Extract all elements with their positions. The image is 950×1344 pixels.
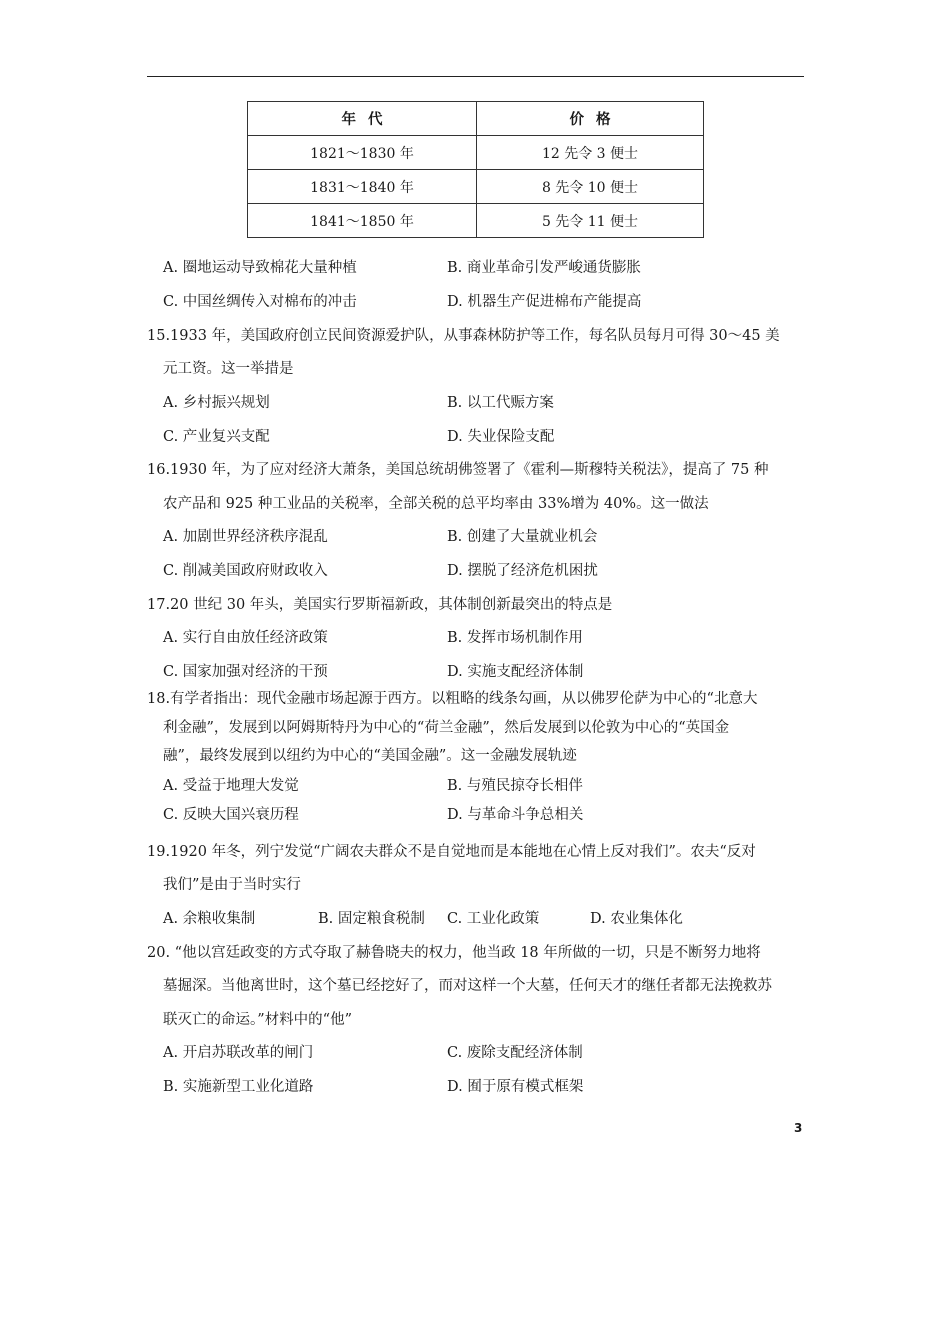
price-table xyxy=(247,101,704,238)
table-row xyxy=(248,204,704,238)
q15-stem-line2: 元工资。这一举措是 xyxy=(163,361,294,377)
q19-option-c: C. 工业化政策 xyxy=(447,911,540,927)
q16-option-b: B. 创建了大量就业机会 xyxy=(447,529,598,545)
table-cell: 5 先令 11 便士 xyxy=(477,204,704,238)
page-number: 3 xyxy=(794,1121,803,1135)
q14-option-c: C. 中国丝绸传入对棉布的冲击 xyxy=(163,294,357,310)
q20-stem-line3: 联灭亡的命运。”材料中的“他” xyxy=(163,1012,352,1028)
table-cell: 1821～1830 年 xyxy=(248,136,477,170)
q20-option-b: B. 实施新型工业化道路 xyxy=(163,1079,314,1095)
q19-option-d: D. 农业集体化 xyxy=(590,911,683,927)
table-header-row xyxy=(248,102,704,136)
table-cell: 1831～1840 年 xyxy=(248,170,477,204)
table-cell: 12 先令 3 便士 xyxy=(477,136,704,170)
table-header-cell: 年代 xyxy=(248,102,477,136)
q18-option-d: D. 与革命斗争总相关 xyxy=(447,807,584,823)
q16-option-a: A. 加剧世界经济秩序混乱 xyxy=(163,529,328,545)
table-header-cell: 价格 xyxy=(477,102,704,136)
q20-stem-line1: 20. “他以宫廷政变的方式夺取了赫鲁晓夫的权力，他当政 18 年所做的一切，只是不断努力地将 xyxy=(147,945,761,961)
q18-stem-line1: 18.有学者指出：现代金融市场起源于西方。以粗略的线条勾画，从以佛罗伦萨为中心的“北意大 xyxy=(147,691,758,707)
q15-option-c: C. 产业复兴支配 xyxy=(163,429,270,445)
q17-option-c: C. 国家加强对经济的干预 xyxy=(163,664,328,680)
q18-stem-line2: 利金融”，发展到以阿姆斯特丹为中心的“荷兰金融”，然后发展到以伦敦为中心的“英国金 xyxy=(163,720,730,736)
table-cell: 8 先令 10 便士 xyxy=(477,170,704,204)
q19-stem-line1: 19.1920 年冬，列宁发觉“广阔农夫群众不是自觉地而是本能地在心情上反对我们”。农夫“反对 xyxy=(147,844,756,860)
q20-option-d: D. 囿于原有模式框架 xyxy=(447,1079,584,1095)
table-row xyxy=(248,136,704,170)
q17-option-a: A. 实行自由放任经济政策 xyxy=(163,630,328,646)
q18-option-c: C. 反映大国兴衰历程 xyxy=(163,807,299,823)
q20-option-a: A. 开启苏联改革的闸门 xyxy=(163,1045,314,1061)
q16-option-d: D. 摆脱了经济危机困扰 xyxy=(447,563,598,579)
q15-option-d: D. 失业保险支配 xyxy=(447,429,555,445)
q17-option-b: B. 发挥市场机制作用 xyxy=(447,630,583,646)
q20-stem-line2: 墓掘深。当他离世时，这个墓已经挖好了，而对这样一个大墓，任何天才的继任者都无法挽救苏 xyxy=(163,978,772,994)
q15-option-a: A. 乡村振兴规划 xyxy=(163,395,270,411)
q16-option-c: C. 削减美国政府财政收入 xyxy=(163,563,328,579)
q14-option-d: D. 机器生产促进棉布产能提高 xyxy=(447,294,642,310)
q16-stem-line2: 农产品和 925 种工业品的关税率，全部关税的总平均率由 33%增为 40%。这一做法 xyxy=(163,496,709,512)
q18-option-a: A. 受益于地理大发觉 xyxy=(163,778,299,794)
q14-option-b: B. 商业革命引发严峻通货膨胀 xyxy=(447,260,641,276)
q19-option-a: A. 余粮收集制 xyxy=(163,911,256,927)
header-rule xyxy=(147,76,804,77)
q17-stem-line1: 17.20 世纪 30 年头，美国实行罗斯福新政，其体制创新最突出的特点是 xyxy=(147,597,613,613)
q18-option-b: B. 与殖民掠夺长相伴 xyxy=(447,778,583,794)
table-row xyxy=(248,170,704,204)
table-cell: 1841～1850 年 xyxy=(248,204,477,238)
q17-option-d: D. 实施支配经济体制 xyxy=(447,664,584,680)
q14-option-a: A. 圈地运动导致棉花大量种植 xyxy=(163,260,357,276)
q18-stem-line3: 融”，最终发展到以纽约为中心的“美国金融”。这一金融发展轨迹 xyxy=(163,748,577,764)
q15-option-b: B. 以工代赈方案 xyxy=(447,395,554,411)
q15-stem-line1: 15.1933 年，美国政府创立民间资源爱护队，从事森林防护等工作，每名队员每月可得 30～45 美 xyxy=(147,328,780,344)
q20-option-c: C. 废除支配经济体制 xyxy=(447,1045,583,1061)
q19-stem-line2: 我们”是由于当时实行 xyxy=(163,877,301,893)
q19-option-b: B. 固定粮食税制 xyxy=(318,911,425,927)
q16-stem-line1: 16.1930 年，为了应对经济大萧条，美国总统胡佛签署了《霍利—斯穆特关税法》，提高了 75 种 xyxy=(147,462,769,478)
